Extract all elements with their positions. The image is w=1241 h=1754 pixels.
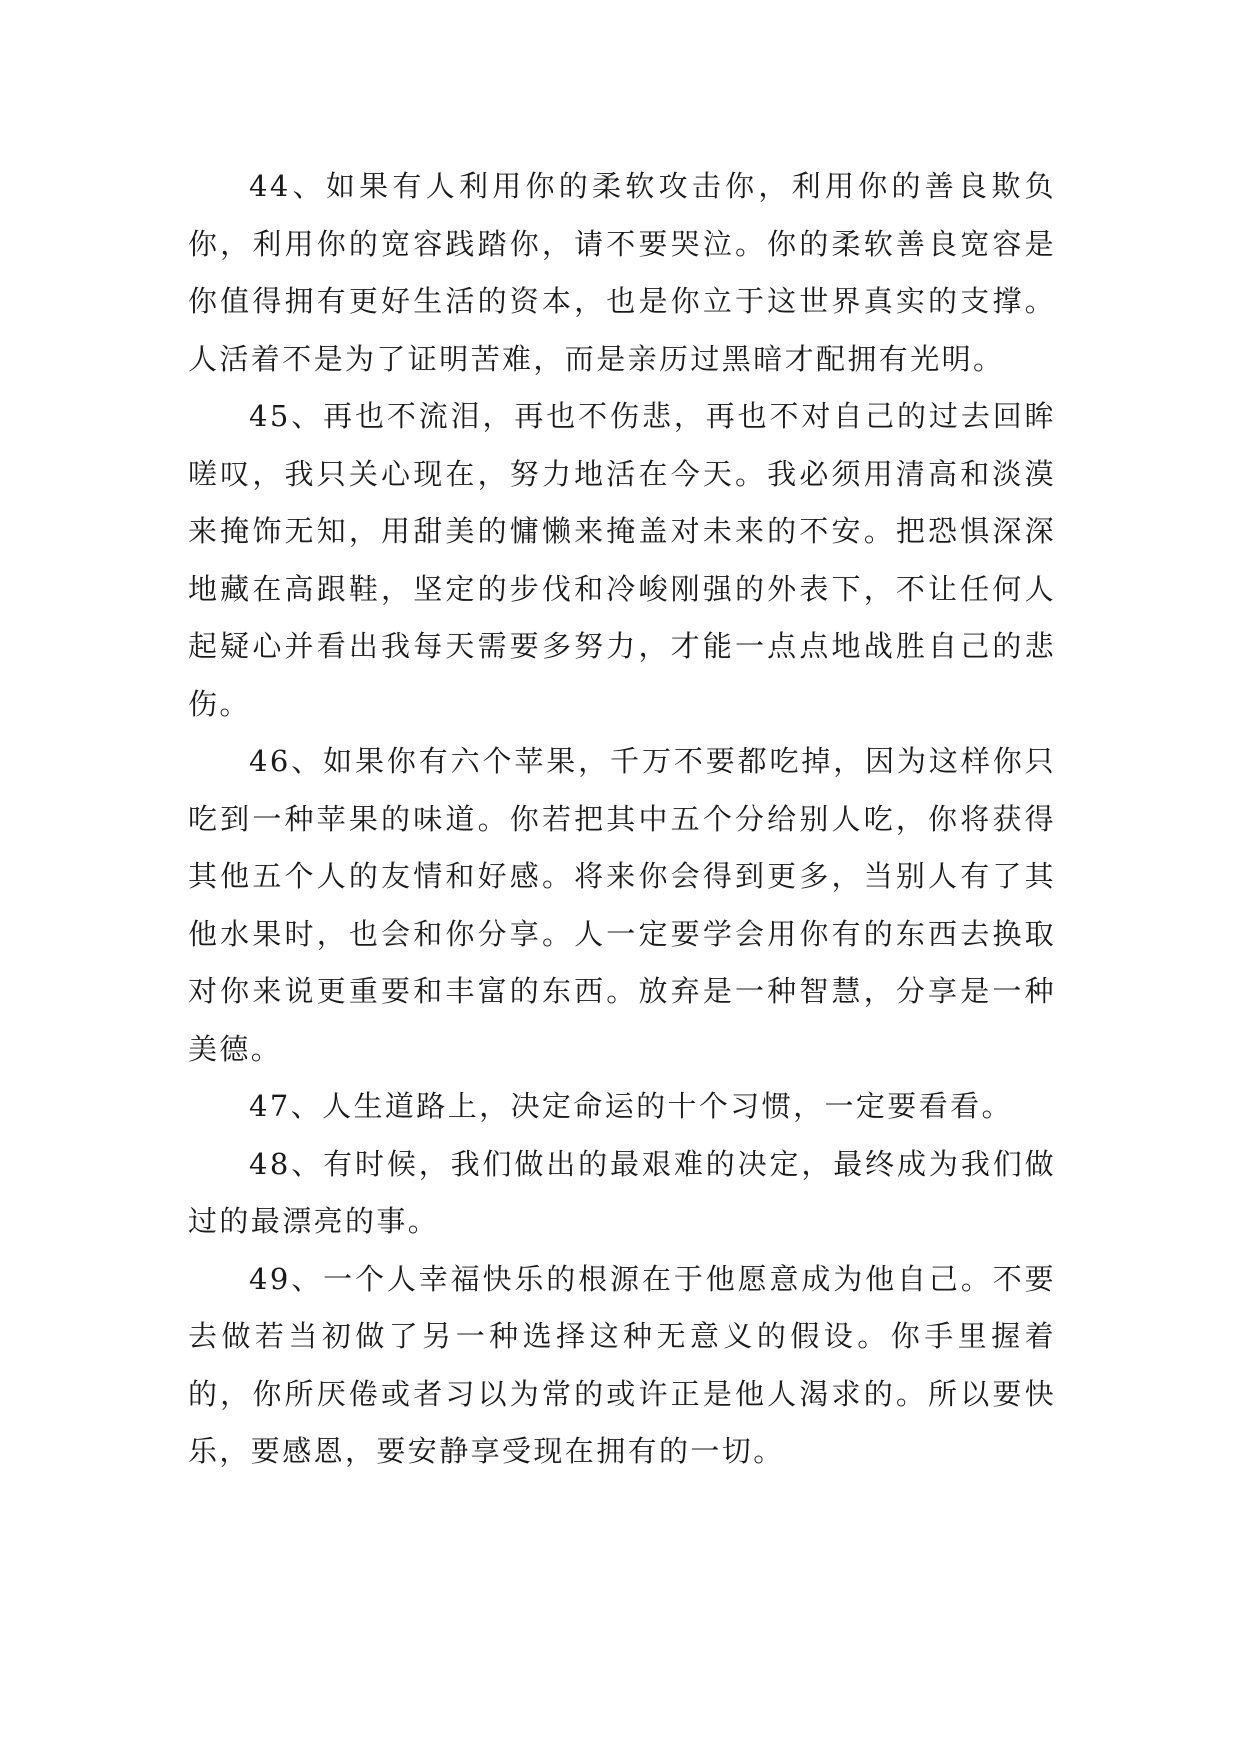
paragraph-48: 48、有时候，我们做出的最艰难的决定，最终成为我们做过的最漂亮的事。	[188, 1146, 1056, 1238]
document-body	[188, 158, 1056, 1481]
paragraph-49: 49、一个人幸福快乐的根源在于他愿意成为他自己。不要去做若当初做了另一种选择这种无意义的假设。你手里握着的，你所厌倦或者习以为常的或许正是他人渴求的。所以要快乐，要感恩，要安静享受现在拥有的一切。	[188, 1261, 1056, 1468]
paragraph-45: 45、再也不流泪，再也不伤悲，再也不对自己的过去回眸嗟叹，我只关心现在，努力地活在今天。我必须用清高和淡漠来掩饰无知，用甜美的慵懒来掩盖对未来的不安。把恐惧深深地藏在高跟鞋，坚定的步伐和冷峻刚强的外表下，不让任何人起疑心并看出我每天需要多努力，才能一点点地战胜自己的悲伤。	[188, 399, 1056, 721]
paragraph-46: 46、如果你有六个苹果，千万不要都吃掉，因为这样你只吃到一种苹果的味道。你若把其中五个分给别人吃，你将获得其他五个人的友情和好感。将来你会得到更多，当别人有了其他水果时，也会和你分享。人一定要学会用你有的东西去换取对你来说更重要和丰富的东西。放弃是一种智慧，分享是一种美德。	[188, 744, 1056, 1066]
paragraph-47: 47、人生道路上，决定命运的十个习惯，一定要看看。	[249, 1089, 1013, 1123]
paragraph-44: 44、如果有人利用你的柔软攻击你，利用你的善良欺负你，利用你的宽容践踏你，请不要哭泣。你的柔软善良宽容是你值得拥有更好生活的资本，也是你立于这世界真实的支撑。人活着不是为了证明苦难，而是亲历过黑暗才配拥有光明。	[188, 169, 1056, 376]
